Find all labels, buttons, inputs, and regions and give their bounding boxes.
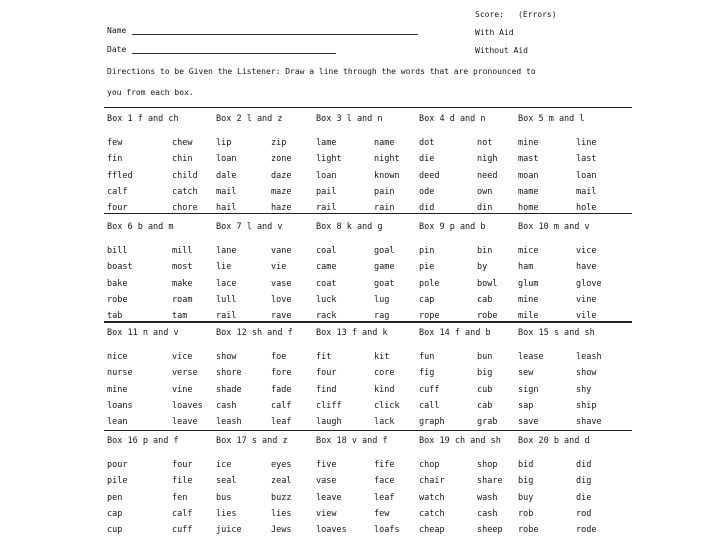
- word-item[interactable]: bus: [216, 492, 232, 503]
- word-item[interactable]: lies: [271, 508, 292, 519]
- word-item[interactable]: lack: [374, 417, 395, 428]
- box-title: Box 14 f and b: [419, 328, 491, 338]
- word-item[interactable]: leave: [172, 417, 198, 428]
- word-item[interactable]: bin: [477, 246, 493, 256]
- word-item[interactable]: rag: [374, 311, 390, 322]
- box-title: Box 5 m and l: [518, 114, 585, 124]
- word-item[interactable]: cab: [477, 400, 493, 411]
- word-item[interactable]: cup: [107, 525, 123, 536]
- divider-rule: [104, 107, 632, 108]
- word-item[interactable]: four: [107, 203, 128, 214]
- word-item[interactable]: loan: [576, 170, 597, 181]
- word-item[interactable]: show: [576, 368, 597, 379]
- box-title: Box 3 l and n: [316, 114, 383, 124]
- word-item[interactable]: vase: [271, 278, 292, 289]
- word-item[interactable]: kind: [374, 384, 395, 395]
- box-title: Box 6 b and m: [107, 222, 174, 232]
- name-field-line[interactable]: [132, 34, 418, 35]
- word-item[interactable]: vase: [316, 476, 337, 487]
- word-item[interactable]: loans: [107, 400, 133, 411]
- word-item[interactable]: zone: [271, 154, 292, 165]
- box-title: Box 2 l and z: [216, 114, 283, 124]
- word-item[interactable]: bowl: [477, 278, 498, 289]
- word-item[interactable]: have: [576, 262, 597, 273]
- word-item[interactable]: loaves: [172, 400, 203, 411]
- word-item[interactable]: mile: [518, 311, 539, 322]
- word-item[interactable]: mice: [518, 246, 539, 256]
- word-item[interactable]: share: [477, 476, 503, 487]
- word-item[interactable]: loan: [216, 154, 237, 165]
- word-item[interactable]: ice: [216, 460, 232, 470]
- box-title: Box 15 s and sh: [518, 328, 595, 338]
- word-item[interactable]: shy: [576, 384, 592, 395]
- word-item[interactable]: mail: [216, 186, 237, 197]
- word-item[interactable]: fore: [271, 368, 292, 379]
- word-item[interactable]: loaves: [316, 525, 347, 536]
- word-item[interactable]: pail: [316, 186, 337, 197]
- box-title: Box 7 l and v: [216, 222, 283, 232]
- word-item[interactable]: by: [477, 262, 488, 273]
- word-item[interactable]: grab: [477, 417, 498, 428]
- word-item[interactable]: vine: [172, 384, 193, 395]
- word-item[interactable]: fen: [172, 492, 188, 503]
- word-item[interactable]: fin: [107, 154, 123, 165]
- word-item[interactable]: rob: [518, 508, 534, 519]
- word-item[interactable]: maze: [271, 186, 292, 197]
- word-item[interactable]: dig: [576, 476, 592, 487]
- word-item[interactable]: vie: [271, 262, 287, 273]
- word-item[interactable]: tab: [107, 311, 123, 322]
- word-item[interactable]: chore: [172, 203, 198, 214]
- word-item[interactable]: home: [518, 203, 539, 214]
- date-field-line[interactable]: [132, 53, 336, 54]
- word-item[interactable]: mine: [107, 384, 128, 395]
- word-item[interactable]: most: [172, 262, 193, 273]
- word-item[interactable]: moan: [518, 170, 539, 181]
- word-item[interactable]: verse: [172, 368, 198, 379]
- divider-rule: [104, 321, 632, 323]
- word-item[interactable]: mill: [172, 246, 193, 256]
- word-item[interactable]: pain: [374, 186, 395, 197]
- word-item[interactable]: sew: [518, 368, 534, 379]
- word-item[interactable]: mine: [518, 138, 539, 148]
- word-item[interactable]: ship: [576, 400, 597, 411]
- word-item[interactable]: rope: [419, 311, 440, 322]
- directions-line-1: Directions to be Given the Listener: Draw a line through the words that are pronounced to: [107, 67, 536, 76]
- word-item[interactable]: rode: [576, 525, 597, 536]
- word-item[interactable]: nurse: [107, 368, 133, 379]
- word-item[interactable]: few: [374, 508, 390, 519]
- word-item[interactable]: dale: [216, 170, 237, 181]
- word-item[interactable]: zip: [271, 138, 287, 148]
- word-item[interactable]: rain: [374, 203, 395, 214]
- word-item[interactable]: love: [271, 294, 292, 305]
- word-item[interactable]: luck: [316, 294, 337, 305]
- word-item[interactable]: sheep: [477, 525, 503, 536]
- word-item[interactable]: sign: [518, 384, 539, 395]
- word-item[interactable]: core: [374, 368, 395, 379]
- word-item[interactable]: ode: [419, 186, 435, 197]
- word-item[interactable]: kit: [374, 352, 390, 362]
- word-item[interactable]: sap: [518, 400, 534, 411]
- word-item[interactable]: mine: [518, 294, 539, 305]
- word-item[interactable]: rail: [316, 203, 337, 214]
- word-item[interactable]: mast: [518, 154, 539, 165]
- word-item[interactable]: deed: [419, 170, 440, 181]
- word-item[interactable]: four: [316, 368, 337, 379]
- word-item[interactable]: cap: [419, 294, 435, 305]
- word-item[interactable]: last: [576, 154, 597, 165]
- word-item[interactable]: vice: [576, 246, 597, 256]
- word-item[interactable]: calf: [107, 186, 128, 197]
- word-item[interactable]: fife: [374, 460, 395, 470]
- word-item[interactable]: line: [576, 138, 597, 148]
- word-item[interactable]: light: [316, 154, 342, 165]
- word-item[interactable]: rave: [271, 311, 292, 322]
- box-title: Box 19 ch and sh: [419, 436, 501, 446]
- word-item[interactable]: shore: [216, 368, 242, 379]
- word-item[interactable]: four: [172, 460, 193, 470]
- word-item[interactable]: juice: [216, 525, 242, 536]
- word-item[interactable]: chair: [419, 476, 445, 487]
- word-item[interactable]: big: [518, 476, 534, 487]
- word-item[interactable]: chew: [172, 138, 193, 148]
- word-item[interactable]: save: [518, 417, 539, 428]
- word-item[interactable]: eyes: [271, 460, 292, 470]
- word-item[interactable]: lip: [216, 138, 232, 148]
- word-item[interactable]: cash: [477, 508, 498, 519]
- word-item[interactable]: child: [172, 170, 198, 181]
- word-item[interactable]: chin: [172, 154, 193, 165]
- word-item[interactable]: calf: [172, 508, 193, 519]
- box-title: Box 20 b and d: [518, 436, 590, 446]
- word-item[interactable]: glove: [576, 278, 602, 289]
- box-title: Box 9 p and b: [419, 222, 486, 232]
- word-item[interactable]: pen: [107, 492, 123, 503]
- word-item[interactable]: pin: [419, 246, 435, 256]
- word-item[interactable]: lie: [216, 262, 232, 273]
- box-title: Box 8 k and g: [316, 222, 383, 232]
- word-item[interactable]: face: [374, 476, 395, 487]
- word-item[interactable]: dot: [419, 138, 435, 148]
- word-item[interactable]: robe: [477, 311, 498, 322]
- word-item[interactable]: boast: [107, 262, 133, 273]
- word-item[interactable]: pour: [107, 460, 128, 470]
- word-item[interactable]: vice: [172, 352, 193, 362]
- word-item[interactable]: lean: [107, 417, 128, 428]
- word-item[interactable]: loafs: [374, 525, 400, 536]
- word-item[interactable]: leash: [216, 417, 242, 428]
- word-item[interactable]: nice: [107, 352, 128, 362]
- word-item[interactable]: chop: [419, 460, 440, 470]
- word-item[interactable]: loan: [316, 170, 337, 181]
- word-item[interactable]: lace: [216, 278, 237, 289]
- word-item[interactable]: calf: [271, 400, 292, 411]
- word-item[interactable]: mail: [576, 186, 597, 197]
- word-item[interactable]: shave: [576, 417, 602, 428]
- word-item[interactable]: buzz: [271, 492, 292, 503]
- word-item[interactable]: known: [374, 170, 400, 181]
- word-item[interactable]: robe: [107, 294, 128, 305]
- word-item[interactable]: die: [576, 492, 592, 503]
- word-item[interactable]: tam: [172, 311, 188, 322]
- word-item[interactable]: did: [576, 460, 592, 470]
- word-item[interactable]: bake: [107, 278, 128, 289]
- word-item[interactable]: cash: [216, 400, 237, 411]
- word-item[interactable]: goal: [374, 246, 395, 256]
- word-item[interactable]: name: [374, 138, 395, 148]
- word-item[interactable]: catch: [419, 508, 445, 519]
- word-item[interactable]: din: [477, 203, 493, 214]
- word-item[interactable]: night: [374, 154, 400, 165]
- word-item[interactable]: cliff: [316, 400, 342, 411]
- word-item[interactable]: daze: [271, 170, 292, 181]
- word-item[interactable]: die: [419, 154, 435, 165]
- word-item[interactable]: catch: [172, 186, 198, 197]
- score-label: Score:: [475, 10, 504, 19]
- word-item[interactable]: cuff: [419, 384, 440, 395]
- box-title: Box 13 f and k: [316, 328, 388, 338]
- box-title: Box 1 f and ch: [107, 114, 179, 124]
- without-aid-label: Without Aid: [475, 46, 528, 55]
- box-title: Box 18 v and f: [316, 436, 388, 446]
- word-item[interactable]: watch: [419, 492, 445, 503]
- word-item[interactable]: ffled: [107, 170, 133, 181]
- word-item[interactable]: leave: [316, 492, 342, 503]
- word-item[interactable]: goat: [374, 278, 395, 289]
- word-item[interactable]: did: [419, 203, 435, 214]
- word-item[interactable]: make: [172, 278, 193, 289]
- word-item[interactable]: rack: [316, 311, 337, 322]
- word-item[interactable]: mame: [518, 186, 539, 197]
- word-item[interactable]: hole: [576, 203, 597, 214]
- word-item[interactable]: own: [477, 186, 493, 197]
- word-item[interactable]: pile: [107, 476, 128, 487]
- word-item[interactable]: pie: [419, 262, 435, 273]
- word-item[interactable]: buy: [518, 492, 534, 503]
- word-item[interactable]: lies: [216, 508, 237, 519]
- word-item[interactable]: vile: [576, 311, 597, 322]
- word-item[interactable]: zeal: [271, 476, 292, 487]
- word-item[interactable]: find: [316, 384, 337, 395]
- divider-rule: [104, 430, 632, 431]
- word-item[interactable]: lease: [518, 352, 544, 362]
- word-item[interactable]: file: [172, 476, 193, 487]
- word-item[interactable]: nigh: [477, 154, 498, 165]
- word-item[interactable]: seal: [216, 476, 237, 487]
- errors-label: (Errors): [518, 10, 557, 19]
- box-title: Box 16 p and f: [107, 436, 179, 446]
- word-item[interactable]: bill: [107, 246, 128, 256]
- word-item[interactable]: not: [477, 138, 493, 148]
- word-item[interactable]: shop: [477, 460, 498, 470]
- word-item[interactable]: graph: [419, 417, 445, 428]
- word-item[interactable]: bid: [518, 460, 534, 470]
- word-item[interactable]: Jews: [271, 525, 292, 536]
- word-item[interactable]: cheap: [419, 525, 445, 536]
- word-item[interactable]: came: [316, 262, 337, 273]
- word-item[interactable]: rail: [216, 311, 237, 322]
- word-item[interactable]: laugh: [316, 417, 342, 428]
- word-item[interactable]: bun: [477, 352, 493, 362]
- word-item[interactable]: show: [216, 352, 237, 362]
- word-item[interactable]: leaf: [271, 417, 292, 428]
- word-item[interactable]: hail: [216, 203, 237, 214]
- word-item[interactable]: lame: [316, 138, 337, 148]
- word-item[interactable]: vane: [271, 246, 292, 256]
- word-item[interactable]: lane: [216, 246, 237, 256]
- box-title: Box 17 s and z: [216, 436, 288, 446]
- word-item[interactable]: view: [316, 508, 337, 519]
- word-item[interactable]: coal: [316, 246, 337, 256]
- word-item[interactable]: leash: [576, 352, 602, 362]
- word-item[interactable]: big: [477, 368, 493, 379]
- with-aid-label: With Aid: [475, 28, 514, 37]
- word-item[interactable]: few: [107, 138, 123, 148]
- word-item[interactable]: leaf: [374, 492, 395, 503]
- word-item[interactable]: pole: [419, 278, 440, 289]
- word-item[interactable]: game: [374, 262, 395, 273]
- directions-line-2: you from each box.: [107, 88, 194, 97]
- date-label: Date: [107, 45, 127, 54]
- word-item[interactable]: cuff: [172, 525, 193, 536]
- word-item[interactable]: fit: [316, 352, 332, 362]
- word-item[interactable]: roam: [172, 294, 193, 305]
- word-item[interactable]: cub: [477, 384, 493, 395]
- word-item[interactable]: coat: [316, 278, 337, 289]
- word-item[interactable]: shade: [216, 384, 242, 395]
- word-item[interactable]: ham: [518, 262, 534, 273]
- word-item[interactable]: need: [477, 170, 498, 181]
- word-item[interactable]: fade: [271, 384, 292, 395]
- word-item[interactable]: robe: [518, 525, 539, 536]
- box-title: Box 12 sh and f: [216, 328, 293, 338]
- word-item[interactable]: cap: [107, 508, 123, 519]
- word-item[interactable]: call: [419, 400, 440, 411]
- word-item[interactable]: fun: [419, 352, 435, 362]
- word-item[interactable]: rod: [576, 508, 592, 519]
- box-title: Box 4 d and n: [419, 114, 486, 124]
- word-item[interactable]: glum: [518, 278, 539, 289]
- word-item[interactable]: click: [374, 400, 400, 411]
- word-item[interactable]: wash: [477, 492, 498, 503]
- word-item[interactable]: foe: [271, 352, 287, 362]
- box-title: Box 11 n and v: [107, 328, 179, 338]
- word-item[interactable]: haze: [271, 203, 292, 214]
- name-label: Name: [107, 26, 127, 35]
- word-item[interactable]: vine: [576, 294, 597, 305]
- word-item[interactable]: cab: [477, 294, 493, 305]
- word-item[interactable]: five: [316, 460, 337, 470]
- word-item[interactable]: lug: [374, 294, 390, 305]
- box-title: Box 10 m and v: [518, 222, 590, 232]
- word-item[interactable]: fig: [419, 368, 435, 379]
- word-item[interactable]: lull: [216, 294, 237, 305]
